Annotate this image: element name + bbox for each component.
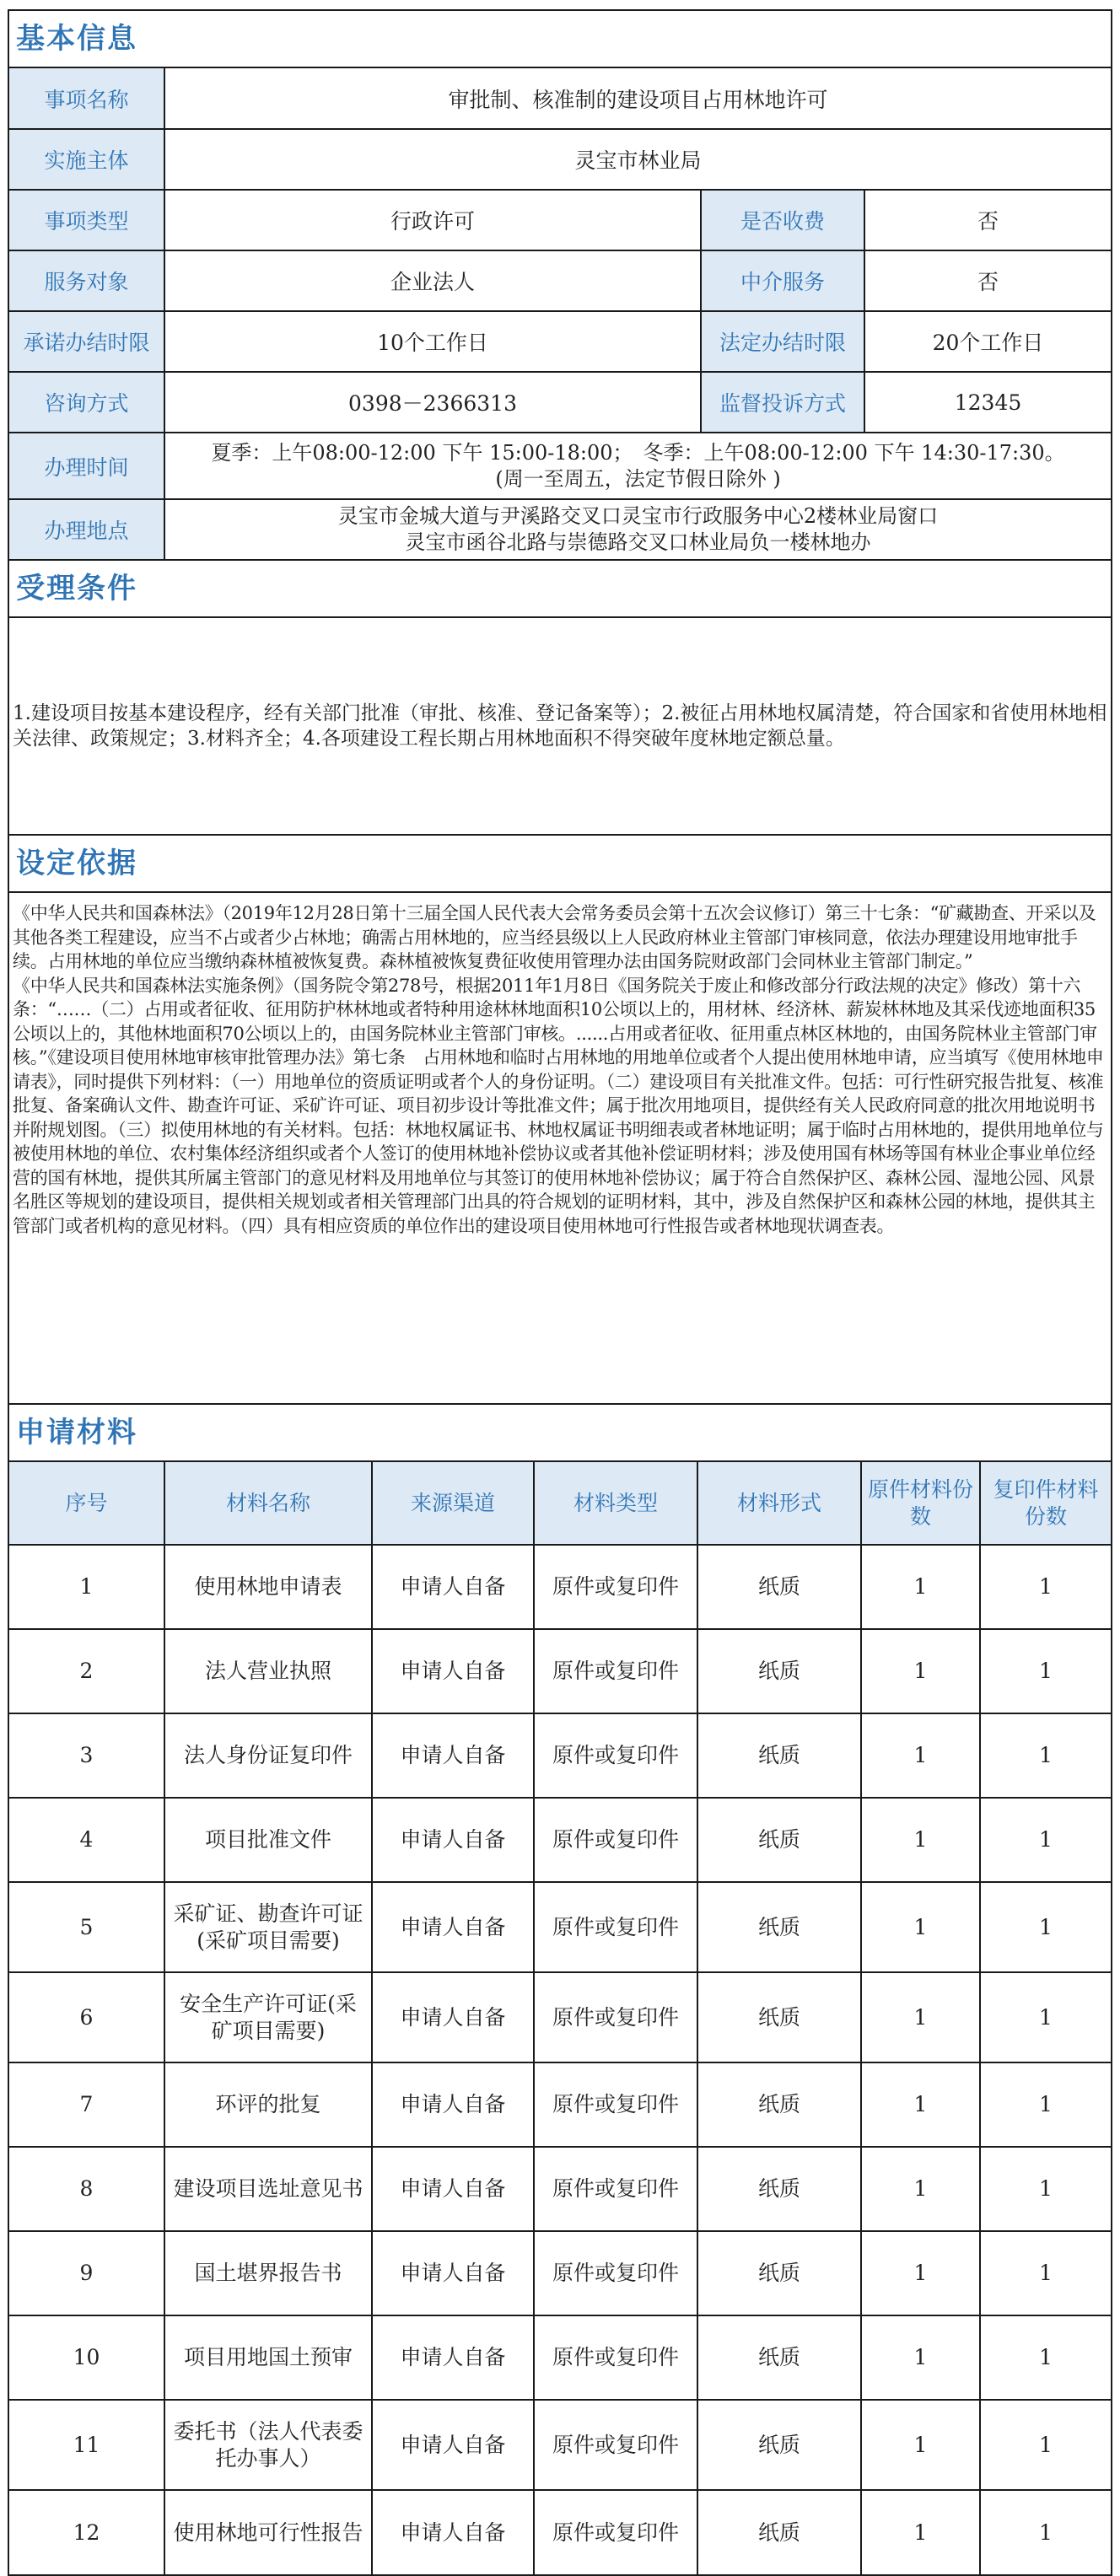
basis-paragraph-2: 《中华人民共和国森林法实施条例》（国务院令第278号，根据2011年1月8日《国务院关于废止和修改部分行政法规的决定》修改）第十六条：“……（二）占用或者征收、征用防护林林地或者特种用途林林地面积10公顷以上的，用材林、经济林、薪炭林林地及其采伐迹地面积35公顷以上的，其他林地面积70公顷以上的，由国务院林业主管部门审核。......占用或者征收、征用重点林区林地的，由国务院林业主管部门审核。”《建设项目使用林地审核审批管理办法》第七条 占用林地和临时占用林地的用地单位或者个人提出使用林地申请，应当填写《使用林地申请表》，同时提供下列材料：（一）用地单位的资质证明或者个人的身份证明。（二）建设项目有关批准文件。包括：可行性研究报告批复、核准批复、备案确认文件、勘查许可证、采矿许可证、项目初步设计等批准文件；属于批次用地项目，提供经有关人民政府同意的批次用地说明书并附规划图。（三）拟使用林地的有关材料。包括：林地权属证书、林地权属证书明细表或者林地证明；属于临时占用林地的，提供用地单位与被使用林地的单位、农村集体经济组织或者个人签订的使用林地补偿协议或者其他补偿证明材料；涉及使用国有林场等国有林业企事业单位经营的国有林地，提供其所属主管部门的意见材料及用地单位与其签订的使用林地补偿协议；属于符合自然保护区、森林公园、湿地公园、风景名胜区等规划的建设项目，提供相关规划或者相关管理部门出具的符合规划的证明材料，其中，涉及自然保护区和森林公园的林地，提供其主管部门或者机构的意见材料。（四）具有相应资质的单位作出的建设项目使用林地可行性报告或者林地现状调查表。	[13, 975, 1104, 1236]
table-row	[9, 1713, 1111, 1798]
cell-form: 纸质	[697, 1972, 861, 2062]
header-form: 材料形式	[697, 1462, 861, 1545]
table-row	[9, 2490, 1111, 2574]
header-original-count: 原件材料份数	[861, 1462, 980, 1545]
cell-type: 原件或复印件	[534, 1545, 697, 1629]
cell-copy-count: 1	[980, 1972, 1111, 2062]
cell-original-count: 1	[861, 2147, 980, 2231]
header-copy-count: 复印件材料份数	[980, 1462, 1111, 1545]
table-row	[9, 2315, 1111, 2400]
cell-name: 安全生产许可证(采矿项目需要)	[164, 1972, 372, 2062]
cell-name: 法人身份证复印件	[164, 1713, 372, 1798]
cell-original-count: 1	[861, 2490, 980, 2574]
cell-index: 3	[9, 1713, 164, 1798]
cell-form: 纸质	[697, 1882, 861, 1972]
cell-source: 申请人自备	[372, 1882, 534, 1972]
cell-original-count: 1	[861, 2400, 980, 2490]
cell-original-count: 1	[861, 2315, 980, 2400]
cell-type: 原件或复印件	[534, 1629, 697, 1713]
basis-paragraph-1: 《中华人民共和国森林法》（2019年12月28日第十三届全国人民代表大会常务委员会第十五次会议修订）第三十七条：“矿藏勘查、开采以及其他各类工程建设，应当不占或者少占林地；确需占用林地的，应当经县级以上人民政府林业主管部门审核同意，依法办理建设用地审批手续。占用林地的单位应当缴纳森林植被恢复费。森林植被恢复费征收使用管理办法由国务院财政部门会同林业主管部门制定。”	[13, 903, 1096, 971]
table-row	[9, 2147, 1111, 2231]
address-value	[164, 499, 1111, 560]
basic-info-table	[9, 68, 1111, 561]
conditions-text	[9, 618, 1111, 836]
cell-index: 2	[9, 1629, 164, 1713]
cell-type: 原件或复印件	[534, 1882, 697, 1972]
cell-copy-count: 1	[980, 2315, 1111, 2400]
cell-original-count: 1	[861, 1713, 980, 1798]
cell-index: 9	[9, 2231, 164, 2315]
cell-form: 纸质	[697, 1629, 861, 1713]
address-line-1: 灵宝市金城大道与尹溪路交叉口灵宝市行政服务中心2楼林业局窗口	[337, 504, 939, 528]
complaint-value: 12345	[864, 372, 1111, 433]
cell-form: 纸质	[697, 2062, 861, 2147]
consult-value: 0398－2366313	[164, 372, 701, 433]
cell-index: 7	[9, 2062, 164, 2147]
cell-source: 申请人自备	[372, 1545, 534, 1629]
cell-original-count: 1	[861, 2062, 980, 2147]
conditions-body: 1.建设项目按基本建设程序，经有关部门批准（审批、核准、登记备案等）；2.被征占用林地权属清楚，符合国家和省使用林地相关法律、政策规定；3.材料齐全；4.各项建设工程长期占用林地面积不得突破年度林地定额总量。	[13, 702, 1107, 750]
type-value: 行政许可	[164, 190, 701, 250]
cell-form: 纸质	[697, 1798, 861, 1882]
cell-copy-count: 1	[980, 1882, 1111, 1972]
cell-source: 申请人自备	[372, 2062, 534, 2147]
table-row	[9, 2400, 1111, 2490]
cell-type: 原件或复印件	[534, 2062, 697, 2147]
cell-index: 11	[9, 2400, 164, 2490]
cell-name: 项目用地国土预审	[164, 2315, 372, 2400]
cell-type: 原件或复印件	[534, 2231, 697, 2315]
cell-source: 申请人自备	[372, 1629, 534, 1713]
item-name-value: 审批制、核准制的建设项目占用林地许可	[164, 68, 1111, 129]
agency-value: 灵宝市林业局	[164, 129, 1111, 190]
cell-index: 5	[9, 1882, 164, 1972]
cell-original-count: 1	[861, 1629, 980, 1713]
table-row	[9, 2062, 1111, 2147]
cell-form: 纸质	[697, 2400, 861, 2490]
cell-original-count: 1	[861, 2231, 980, 2315]
header-type: 材料类型	[534, 1462, 697, 1545]
cell-copy-count: 1	[980, 1713, 1111, 1798]
table-row	[9, 1545, 1111, 1629]
address-label: 办理地点	[9, 499, 164, 560]
header-source: 来源渠道	[372, 1462, 534, 1545]
consult-label: 咨询方式	[9, 372, 164, 433]
agency-label: 实施主体	[9, 129, 164, 190]
cell-type: 原件或复印件	[534, 2147, 697, 2231]
table-row	[9, 1629, 1111, 1713]
cell-type: 原件或复印件	[534, 2400, 697, 2490]
legal-time-value: 20个工作日	[864, 311, 1111, 372]
basis-text	[9, 893, 1111, 1405]
cell-source: 申请人自备	[372, 1713, 534, 1798]
hours-line-1: 夏季：上午08:00-12:00 下午 15:00-18:00； 冬季：上午08:00-12:00 下午 14:30-17:30。	[211, 440, 1065, 465]
table-row	[9, 1882, 1111, 1972]
header-index: 序号	[9, 1462, 164, 1545]
promise-time-value: 10个工作日	[164, 311, 701, 372]
cell-form: 纸质	[697, 2147, 861, 2231]
cell-index: 8	[9, 2147, 164, 2231]
item-name-label: 事项名称	[9, 68, 164, 129]
materials-table	[9, 1462, 1111, 2574]
cell-source: 申请人自备	[372, 2231, 534, 2315]
legal-time-label: 法定办结时限	[701, 311, 864, 372]
cell-source: 申请人自备	[372, 2315, 534, 2400]
cell-type: 原件或复印件	[534, 1798, 697, 1882]
promise-time-label: 承诺办结时限	[9, 311, 164, 372]
basic-info-heading: 基本信息	[9, 11, 1111, 68]
cell-name: 国土堪界报告书	[164, 2231, 372, 2315]
hours-label: 办理时间	[9, 433, 164, 499]
complaint-label: 监督投诉方式	[701, 372, 864, 433]
type-label: 事项类型	[9, 190, 164, 250]
cell-name: 委托书（法人代表委托办事人）	[164, 2400, 372, 2490]
cell-original-count: 1	[861, 1882, 980, 1972]
hours-line-2: (周一至周五，法定节假日除外 )	[495, 466, 781, 491]
cell-form: 纸质	[697, 1545, 861, 1629]
cell-name: 建设项目选址意见书	[164, 2147, 372, 2231]
cell-copy-count: 1	[980, 1629, 1111, 1713]
cell-original-count: 1	[861, 1545, 980, 1629]
table-row	[9, 2231, 1111, 2315]
cell-copy-count: 1	[980, 2490, 1111, 2574]
cell-index: 4	[9, 1798, 164, 1882]
cell-name: 项目批准文件	[164, 1798, 372, 1882]
cell-original-count: 1	[861, 1798, 980, 1882]
cell-type: 原件或复印件	[534, 1713, 697, 1798]
cell-copy-count: 1	[980, 2147, 1111, 2231]
cell-name: 法人营业执照	[164, 1629, 372, 1713]
cell-copy-count: 1	[980, 1545, 1111, 1629]
cell-copy-count: 1	[980, 1798, 1111, 1882]
cell-form: 纸质	[697, 2231, 861, 2315]
fee-value: 否	[864, 190, 1111, 250]
cell-name: 使用林地申请表	[164, 1545, 372, 1629]
agent-label: 中介服务	[701, 250, 864, 311]
fee-label: 是否收费	[701, 190, 864, 250]
cell-name: 环评的批复	[164, 2062, 372, 2147]
materials-heading: 申请材料	[9, 1405, 1111, 1462]
cell-source: 申请人自备	[372, 1798, 534, 1882]
cell-form: 纸质	[697, 1713, 861, 1798]
cell-index: 6	[9, 1972, 164, 2062]
address-line-2: 灵宝市函谷北路与崇德路交叉口林业局负一楼林地办	[405, 530, 871, 554]
cell-index: 1	[9, 1545, 164, 1629]
cell-source: 申请人自备	[372, 2490, 534, 2574]
cell-copy-count: 1	[980, 2062, 1111, 2147]
cell-type: 原件或复印件	[534, 2315, 697, 2400]
target-label: 服务对象	[9, 250, 164, 311]
cell-original-count: 1	[861, 1972, 980, 2062]
cell-source: 申请人自备	[372, 2147, 534, 2231]
table-row	[9, 1798, 1111, 1882]
cell-source: 申请人自备	[372, 2400, 534, 2490]
cell-copy-count: 1	[980, 2231, 1111, 2315]
target-value: 企业法人	[164, 250, 701, 311]
materials-header-row	[9, 1462, 1111, 1545]
cell-source: 申请人自备	[372, 1972, 534, 2062]
cell-name: 使用林地可行性报告	[164, 2490, 372, 2574]
service-guide-page	[8, 9, 1112, 2576]
basis-heading: 设定依据	[9, 836, 1111, 893]
cell-form: 纸质	[697, 2315, 861, 2400]
cell-index: 12	[9, 2490, 164, 2574]
cell-name: 采矿证、勘查许可证(采矿项目需要)	[164, 1882, 372, 1972]
hours-value	[164, 433, 1111, 499]
table-row	[9, 1972, 1111, 2062]
agent-value: 否	[864, 250, 1111, 311]
conditions-heading: 受理条件	[9, 561, 1111, 618]
cell-index: 10	[9, 2315, 164, 2400]
cell-copy-count: 1	[980, 2400, 1111, 2490]
header-name: 材料名称	[164, 1462, 372, 1545]
cell-form: 纸质	[697, 2490, 861, 2574]
cell-type: 原件或复印件	[534, 2490, 697, 2574]
cell-type: 原件或复印件	[534, 1972, 697, 2062]
